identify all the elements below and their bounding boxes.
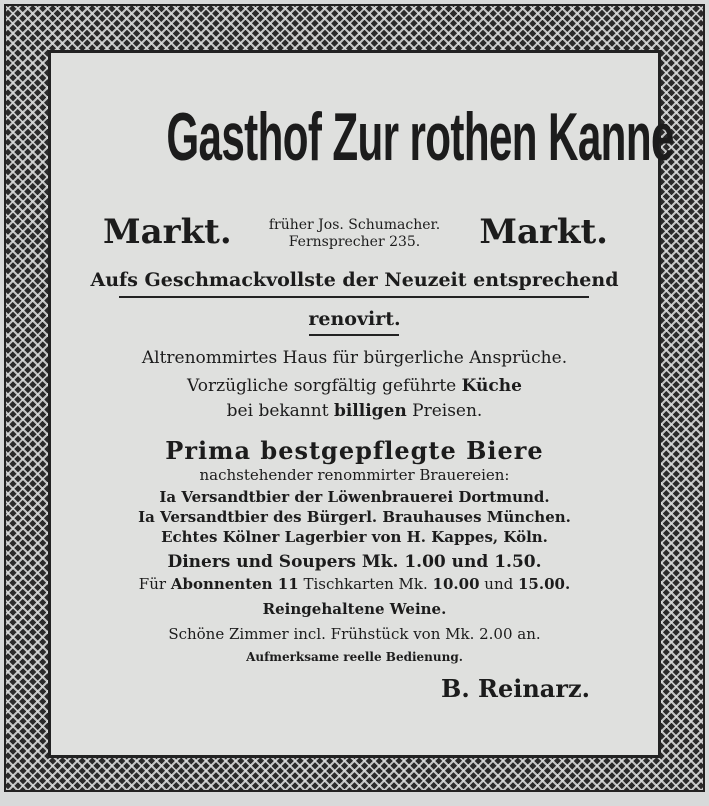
inn-title: Gasthof Zur rothen Kanne — [166, 99, 674, 175]
breweries-intro: nachstehender renommirter Brauereien: — [199, 466, 510, 484]
rooms-line: Schöne Zimmer incl. Frühstück von Mk. 2.00 an. — [168, 625, 541, 643]
former-owner: früher Jos. Schumacher. — [268, 217, 441, 233]
markt-label-left: Markt. — [103, 212, 232, 252]
subscription-line: Für Abonnenten 11 Tischkarten Mk. 10.00 und 15.00. — [138, 575, 571, 593]
house-line: Altrenommirtes Haus für bürgerliche Ansprüche. — [141, 348, 568, 368]
underline-rule — [119, 296, 589, 298]
brewery-3: Echtes Kölner Lagerbier von H. Kappes, Köln. — [161, 528, 548, 546]
phone-number: Fernsprecher 235. — [288, 234, 421, 250]
service-line: Aufmerksame reelle Bedienung. — [246, 650, 463, 664]
kitchen-line: Vorzügliche sorgfältig geführte Küche — [187, 376, 522, 396]
brewery-1: Ia Versandtbier der Löwenbrauerei Dortmund. — [159, 488, 550, 506]
advertisement-panel — [48, 50, 674, 758]
brewery-2: Ia Versandtbier des Bürgerl. Brauhauses München. — [138, 508, 571, 526]
renovation-word: renovirt. — [308, 308, 401, 330]
diners-line: Diners und Soupers Mk. 1.00 und 1.50. — [167, 552, 542, 572]
signature: B. Reinarz. — [441, 674, 590, 703]
beer-heading: Prima bestgepflegte Biere — [165, 436, 544, 465]
underline-rule-short — [309, 334, 399, 336]
wines-line: Reingehaltene Weine. — [262, 600, 447, 618]
renovation-heading: Aufs Geschmackvollste der Neuzeit entsprechend — [90, 269, 619, 291]
prices-line: bei bekannt billigen Preisen. — [226, 401, 483, 421]
markt-label-right: Markt. — [479, 212, 608, 252]
